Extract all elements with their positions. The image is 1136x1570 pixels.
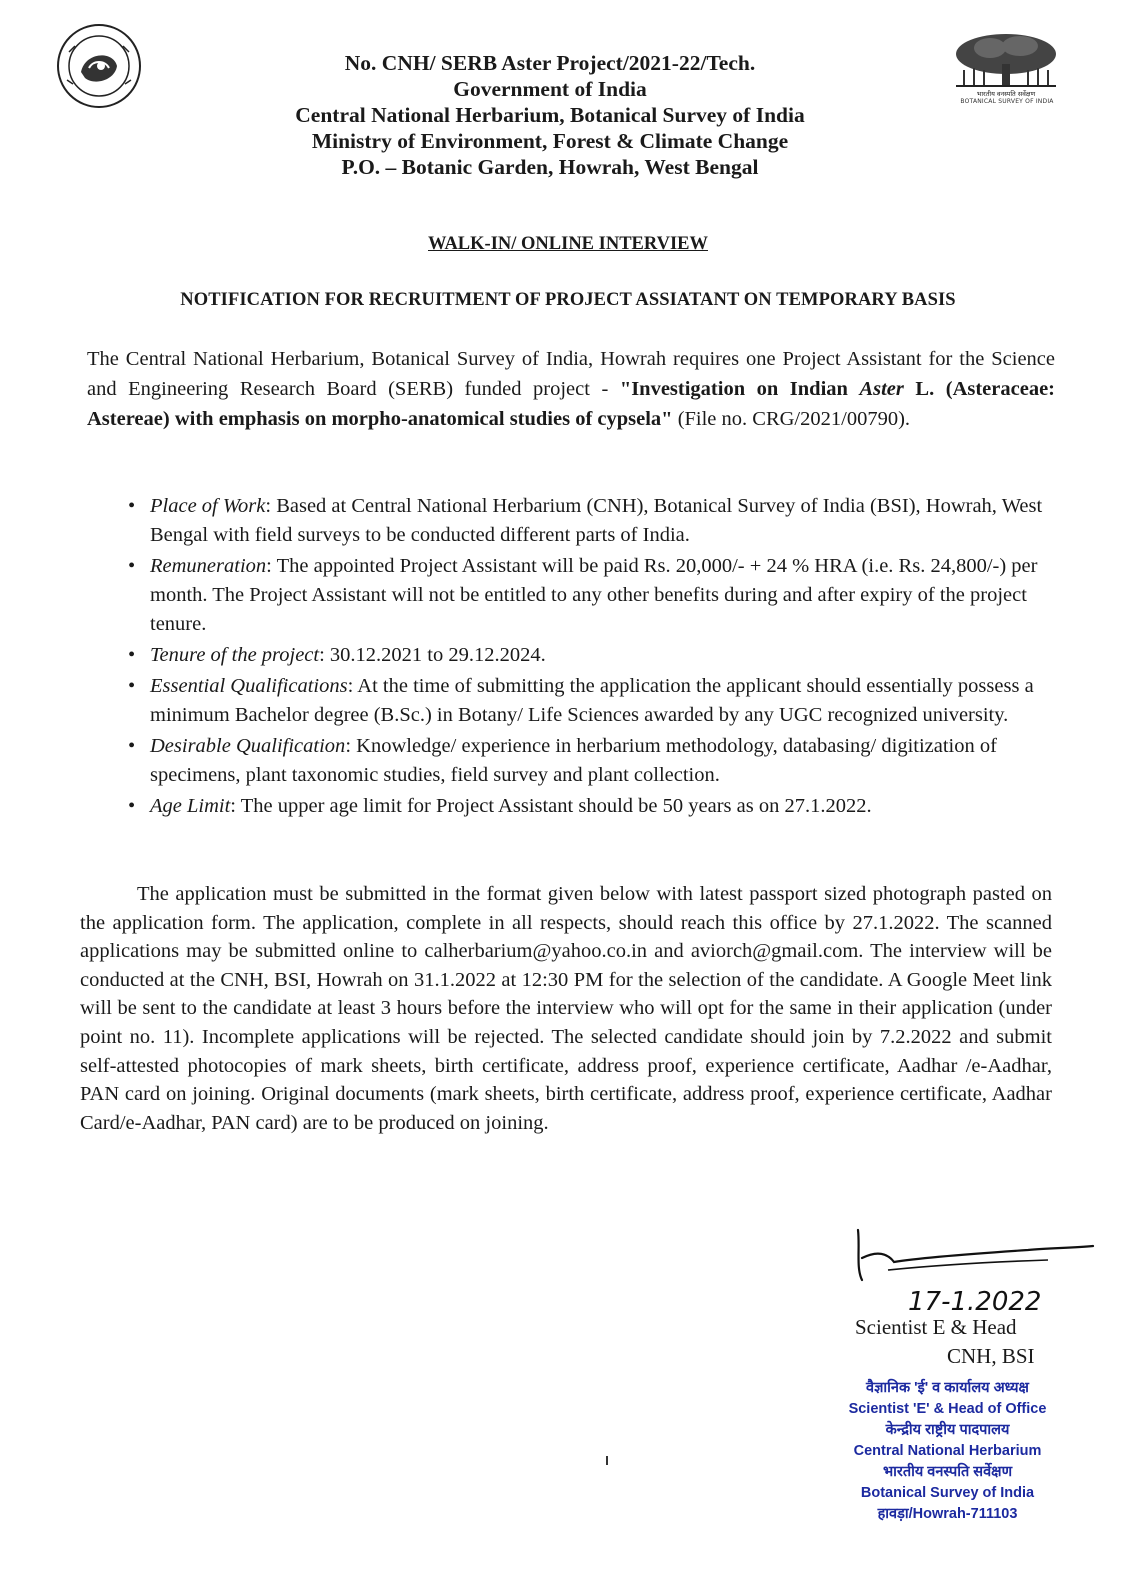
list-item-label: Age Limit bbox=[150, 795, 231, 817]
bullet-icon: • bbox=[128, 644, 136, 666]
list-item bbox=[120, 641, 1060, 670]
official-stamp bbox=[815, 1378, 1080, 1525]
project-title-italic: Aster bbox=[859, 378, 904, 400]
bullet-icon: • bbox=[128, 555, 136, 577]
stamp-line: Central National Herbarium bbox=[853, 1443, 1042, 1459]
notification-title: NOTIFICATION FOR RECRUITMENT OF PROJECT ASSIATANT ON TEMPORARY BASIS bbox=[180, 290, 956, 310]
list-item-label: Remuneration bbox=[150, 555, 267, 577]
bullet-icon: • bbox=[128, 735, 136, 757]
stamp-line: भारतीय वनस्पति सर्वेक्षण bbox=[882, 1464, 1013, 1480]
list-item-text: : 30.12.2021 to 29.12.2024. bbox=[319, 644, 546, 666]
letterhead bbox=[230, 50, 870, 180]
bullet-icon: • bbox=[128, 795, 136, 817]
handwritten-signature bbox=[848, 1218, 1098, 1318]
bsi-logo-hindi-text: भारतीय वनस्पति सर्वेक्षण bbox=[976, 90, 1036, 98]
scan-mark bbox=[606, 1456, 608, 1465]
application-instructions: The application must be submitted in the format given below with latest passport sized photograph pasted on the application form. The application, complete in all respects, should reach this office by 27.1.2022. The scanned applications may be submitted online to calherbarium@yahoo.co.in and aviorch@gmail.com. The interview will be conducted at the CNH, BSI, Howrah on 31.1.2022 at 12:30 PM for the selection of the candidate. A Google Meet link will be sent to the candidate at least 3 hours before the interview who will opt for the same in their application (under point no. 11). Incomplete applications will be rejected. The selected candidate should join by 7.2.2022 and submit self-attested photocopies of mark sheets, birth certificate, address proof, experience certificate, Aadhar /e-Aadhar, PAN card on joining. Original documents (mark sheets, birth certificate, address proof, experience certificate, Aadhar Card/e-Aadhar, PAN card) are to be produced on joining. bbox=[80, 883, 1052, 1134]
list-item bbox=[120, 672, 1060, 730]
list-item bbox=[120, 492, 1060, 550]
file-number: (File no. CRG/2021/00790). bbox=[672, 408, 911, 430]
signatory-title: Scientist E & Head bbox=[855, 1315, 1017, 1339]
list-item bbox=[120, 792, 1060, 821]
signature-date: 17-1.2022 bbox=[908, 1287, 1042, 1317]
list-item-label: Place of Work bbox=[150, 495, 266, 517]
stamp-line: वैज्ञानिक 'ई' व कार्यालय अध्यक्ष bbox=[866, 1380, 1029, 1396]
list-item-label: Tenure of the project bbox=[150, 644, 320, 666]
left-seal-icon bbox=[55, 22, 143, 110]
header-government: Government of India bbox=[453, 77, 647, 101]
bsi-logo-caption: BOTANICAL SURVEY OF INDIA bbox=[960, 98, 1054, 105]
list-item bbox=[120, 552, 1060, 639]
project-title-part-b: L. (Asteraceae: Astereae) with emphasis on morpho-anatomical studies of cypsela" bbox=[87, 378, 1055, 430]
list-item bbox=[120, 732, 1060, 790]
intro-text: The Central National Herbarium, Botanical Survey of India, Howrah requires one Project Assistant for the Science and Engineering Research Board (SERB) funded project - bbox=[87, 348, 1055, 400]
project-title-part-a: "Investigation on Indian bbox=[619, 378, 860, 400]
reference-number: No. CNH/ SERB Aster Project/2021-22/Tech. bbox=[344, 51, 756, 75]
stamp-line: Scientist 'E' & Head of Office bbox=[848, 1401, 1047, 1417]
list-item-label: Desirable Qualification bbox=[150, 735, 346, 757]
list-item-label: Essential Qualifications bbox=[150, 675, 348, 697]
details-list bbox=[120, 492, 1060, 823]
signatory-block bbox=[855, 1313, 1035, 1371]
stamp-line: Botanical Survey of India bbox=[860, 1485, 1035, 1501]
stamp-line: केन्द्रीय राष्ट्रीय पादपालय bbox=[885, 1422, 1010, 1438]
header-organization: Central National Herbarium, Botanical Survey of India bbox=[295, 103, 805, 127]
walkin-title bbox=[0, 234, 1136, 255]
header-ministry: Ministry of Environment, Forest & Climate Change bbox=[311, 129, 789, 153]
stamp-line: हावड़ा/Howrah-711103 bbox=[877, 1506, 1018, 1522]
bullet-icon: • bbox=[128, 675, 136, 697]
list-item-text: : The upper age limit for Project Assistant should be 50 years as on 27.1.2022. bbox=[230, 795, 872, 817]
list-item-text: : Knowledge/ experience in herbarium methodology, databasing/ digitization of specimens, plant taxonomic studies, field survey and plant collection. bbox=[150, 735, 997, 786]
list-item-text: : At the time of submitting the application the applicant should essentially possess a minimum Bachelor degree (B.Sc.) in Botany/ Life Sciences awarded by any UGC recognized university. bbox=[150, 675, 1034, 726]
intro-paragraph bbox=[87, 344, 1055, 434]
list-item-text: : Based at Central National Herbarium (CNH), Botanical Survey of India (BSI), Howrah, West Bengal with field surveys to be conducted different parts of India. bbox=[150, 495, 1043, 546]
bullet-icon: • bbox=[128, 495, 136, 517]
list-item-text: : The appointed Project Assistant will be paid Rs. 20,000/- + 24 % HRA (i.e. Rs. 24,800/-) per month. The Project Assistant will not be entitled to any other benefits during and after expiry of the project tenure. bbox=[150, 555, 1038, 635]
signatory-office: CNH, BSI bbox=[947, 1344, 1035, 1368]
header-address: P.O. – Botanic Garden, Howrah, West Bengal bbox=[341, 155, 759, 179]
walkin-title-text: WALK-IN/ ONLINE INTERVIEW bbox=[428, 234, 708, 254]
